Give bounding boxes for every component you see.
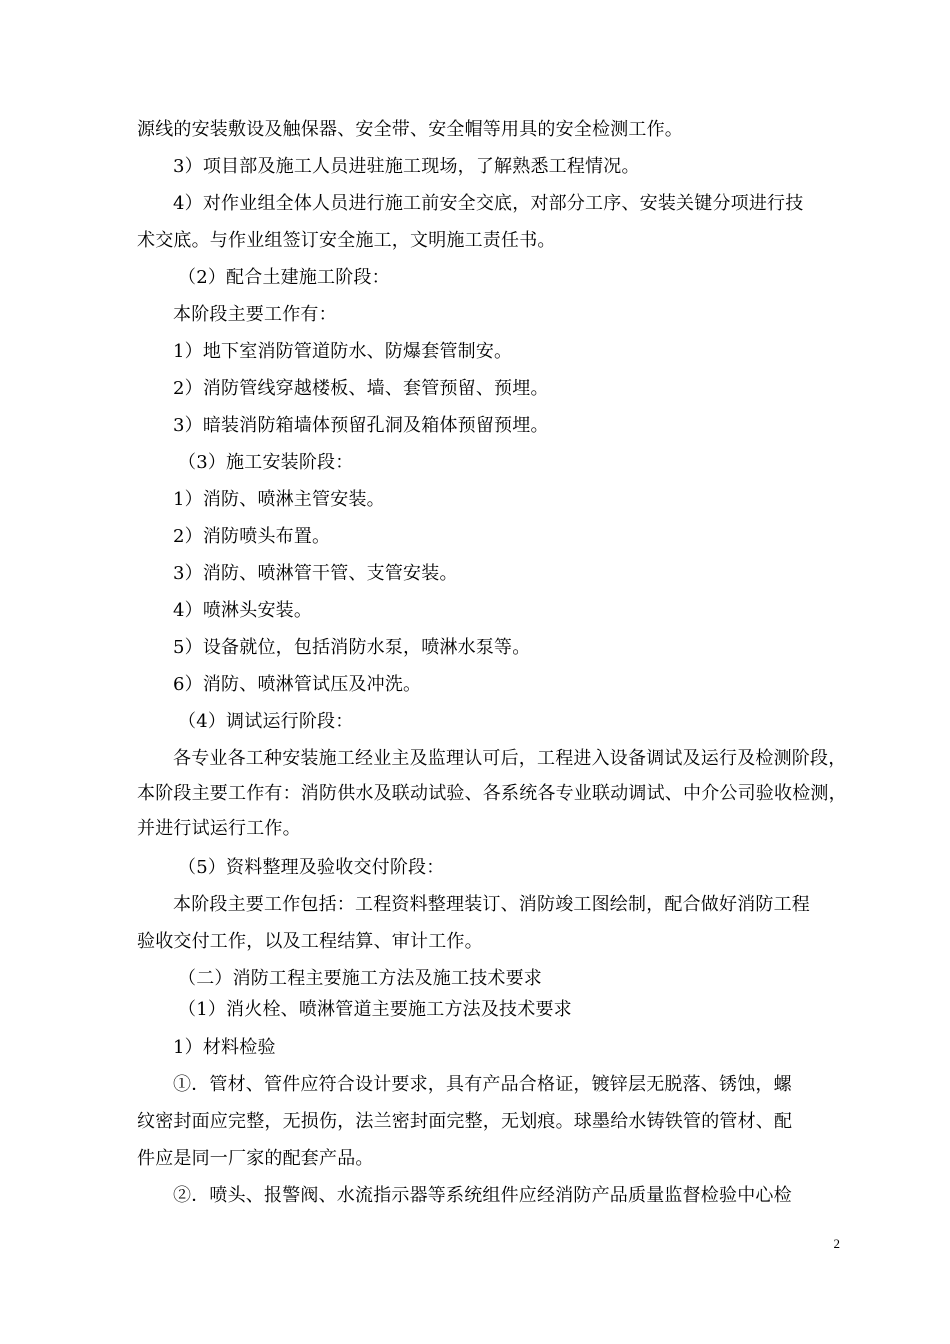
text-line-1: 源线的安装敷设及触保器、安全带、安全帽等用具的安全检测工作。 <box>137 119 683 140</box>
text-line-4: 术交底。与作业组签订安全施工，文明施工责任书。 <box>137 230 556 251</box>
section-heading-construction-cooperation: （2）配合土建施工阶段： <box>178 267 390 288</box>
text-line-30: ②．喷头、报警阀、水流指示器等系统组件应经消防产品质量监督检验中心检 <box>173 1185 792 1206</box>
text-line-8: 2）消防管线穿越楼板、墙、套管预留、预埋。 <box>173 378 549 399</box>
text-line-29: 件应是同一厂家的配套产品。 <box>137 1148 374 1169</box>
text-line-7: 1）地下室消防管道防水、防爆套管制安。 <box>173 341 513 362</box>
text-line-3: 4）对作业组全体人员进行施工前安全交底，对部分工序、安装关键分项进行技 <box>173 193 804 214</box>
text-line-28: 纹密封面应完整，无损伤，法兰密封面完整，无划痕。球墨给水铸铁管的管材、配 <box>137 1111 793 1132</box>
section-heading-installation: （3）施工安装阶段： <box>178 452 354 473</box>
text-line-9: 3）暗装消防箱墙体预留孔洞及箱体预留预埋。 <box>173 415 549 436</box>
text-line-23: 验收交付工作，以及工程结算、审计工作。 <box>137 931 483 952</box>
text-line-2: 3）项目部及施工人员进驻施工现场，了解熟悉工程情况。 <box>173 156 640 177</box>
text-line-20: 并进行试运行工作。 <box>137 818 301 839</box>
section-heading-commissioning: （4）调试运行阶段： <box>178 711 354 732</box>
text-line-19: 本阶段主要工作有：消防供水及联动试验、各系统各专业联动调试、中介公司验收检测， <box>137 783 847 804</box>
text-line-12: 2）消防喷头布置。 <box>173 526 331 547</box>
text-line-14: 4）喷淋头安装。 <box>173 600 313 621</box>
text-line-11: 1）消防、喷淋主管安装。 <box>173 489 385 510</box>
text-line-27: ①．管材、管件应符合设计要求，具有产品合格证，镀锌层无脱落、锈蚀，螺 <box>173 1074 792 1095</box>
text-line-6: 本阶段主要工作有： <box>173 304 337 325</box>
text-line-13: 3）消防、喷淋管干管、支管安装。 <box>173 563 458 584</box>
page-number: 2 <box>833 1236 840 1251</box>
text-line-15: 5）设备就位，包括消防水泵，喷淋水泵等。 <box>173 637 531 658</box>
subheading-material-inspection: 1）材料检验 <box>173 1037 276 1058</box>
section-heading-hydrant-sprinkler: （1）消火栓、喷淋管道主要施工方法及技术要求 <box>178 999 572 1020</box>
text-line-16: 6）消防、喷淋管试压及冲洗。 <box>173 674 422 695</box>
section-heading-main-methods: （二）消防工程主要施工方法及施工技术要求 <box>178 968 542 989</box>
text-line-22: 本阶段主要工作包括：工程资料整理装订、消防竣工图绘制，配合做好消防工程 <box>173 894 810 915</box>
text-line-18: 各专业各工种安装施工经业主及监理认可后，工程进入设备调试及运行及检测阶段， <box>173 748 847 769</box>
section-heading-documentation: （5）资料整理及验收交付阶段： <box>178 857 445 878</box>
